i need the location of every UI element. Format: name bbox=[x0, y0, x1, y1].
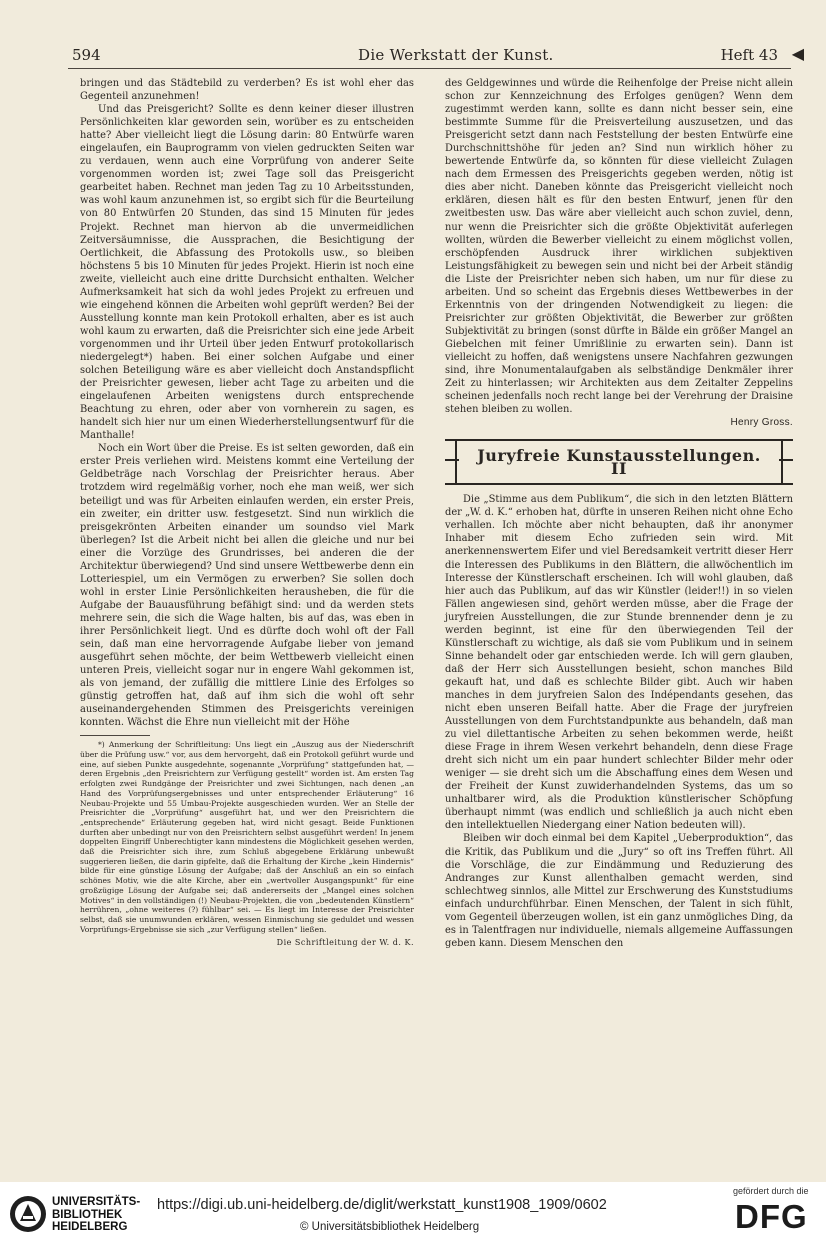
box-rule-right bbox=[781, 441, 783, 483]
right-column bbox=[445, 77, 793, 950]
section-heading-box bbox=[445, 439, 793, 485]
footnote: *) Anmerkung der Schriftleitung: Uns liegt ein „Auszug aus der Niederschrift über die Prüfung usw.“ vor, aus dem hervorgeht, daß ein Protokoll geführt wurde und eine, auf sieben Punkte ausgedehnte, sogenannte „Vorprüfung“ stattgefunden hat, — deren Ergebnis „den Preisrichtern zur Verfügung gestellt“ worden ist. Am ersten Tag erfolgten zwei Rundgänge der Preisrichter und zwei Sichtungen, nach denen „an Hand des Vorprüfungsergebnisses und unter entsprechender Erläuterung“ 16 Neubau-Projekte und 55 Umbau-Projekte ausgeschieden wurden. Wer an Stelle der Preisrichter die „Vorprüfung“ ausgeführt hat, und wer den Preisrichtern die „entsprechende“ Erläuterung gegeben hat, wird nicht gesagt. Beide Funktionen durften aber unbedingt nur von den Preisrichtern selbst ausgeführt werden! In jenem doppelten Eingriff Unberechtigter kann mindestens die Möglichkeit gesehen werden, daß die Preisrichter sich ihre, zum Schluß abgegebene Erklärung unbewußt suggerieren ließen, die darin gipfelte, daß die Erhaltung der Kirche „kein Hindernis“ bilde für eine günstige Lösung der Aufgabe; daß der Anschluß an ein so einfach schönes Motiv, wie die alte Kirche, aber ein „wertvoller Ausgangspunkt“ für eine großzügige Lösung der Aufgabe sei; daß andererseits der „Mangel eines solchen Motives“ in den vollständigen (!) Neubau-Projekten, die von „bedeutenden Künstlern“ herrühren, „ohne weiteres (?) fühlbar“ sei. — Es liegt im Interesse der Preisrichter selbst, daß sie unumwunden erklären, wessen Einmischung sie geduldet und wessen Vorprüfungs-Ergebnisse sie sich „zur Verfügung stellen“ ließen. bbox=[80, 740, 414, 934]
library-name-line-2: BIBLIOTHEK bbox=[52, 1208, 123, 1221]
left-column bbox=[80, 77, 414, 949]
journal-title: Die Werkstatt der Kunst. bbox=[358, 46, 554, 64]
running-header bbox=[58, 44, 808, 66]
left-paragraph-1: bringen und das Städtebild zu verderben? Es ist wohl eher das Gegenteil anzunehmen! bbox=[80, 78, 414, 103]
library-name-line-1: UNIVERSITÄTS- bbox=[52, 1196, 141, 1208]
left-paragraph-2: Und das Preisgericht? Sollte es denn keiner dieser illustren Persönlichkeiten klar geworden sein, worüber es zu entscheiden hatte? Aber vielleicht liegt die Lösung darin: 80 Entwürfe waren eingelaufen, ein Bauprogramm von vielen gedruckten Seiten war zu verdauen, wenn auch eine Vorprüfung von anderer Seite vorgenommen worden ist; zwei Tage soll das Preisgericht gearbeitet haben. Rechnet man jeden Tag zu 10 Arbeitsstunden, was wohl kaum anzunehmen ist, so ergibt sich für die Beurteilung von 80 Entwürfen 20 Stunden, das sind 15 Minuten für jedes Projekt. Rechnet man hiervon ab die unvermeidlichen Zeitversäumnisse, die Aussprachen, die Besichtigung der Oertlichkeit, die Abfassung des Protokolls usw., so bleiben höchstens 5 bis 10 Minuten für jedes Projekt. Hierin ist noch eine zweite, vielleicht auch eine dritte Durchsicht enthalten. Welcher Aufmerksamkeit hat sich da wohl jedes Projekt zu erfreuen und wie eingehend können die Arbeiten wohl geprüft werden? Bei der Ausstellung konnte man kein Protokoll erhalten, aber es ist auch wohl kaum zu erwarten, daß die Preisrichter sich eine jede Arbeit vorgenommen und ihr Urteil über jeden Entwurf protokollarisch niedergelegt*) haben. Bei einer solchen Aufgabe und einer solchen Beteiligung wäre es aber vielleicht doch Anstandspflicht der Preisrichter gewesen, lieber acht Tage zu arbeiten und die eingelaufenen Arbeiten wenigstens durch entsprechende Beachtung zu ehren, oder aber von vornherein zu sagen, es handelt sich hier nur um einen Wiederherstellungsentwurf für die Manthalle! bbox=[80, 104, 414, 442]
footnote-rule bbox=[80, 735, 150, 736]
header-rule bbox=[68, 68, 791, 69]
permalink-url[interactable]: https://digi.ub.uni-heidelberg.de/diglit/werkstatt_kunst1908_1909/0602 bbox=[157, 1197, 607, 1213]
library-name bbox=[52, 1196, 140, 1234]
section-paragraph-1: Die „Stimme aus dem Publikum“, die sich in den letzten Blättern der „W. d. K.“ erhoben hat, dürfte in unseren Reihen nicht ohne Echo verhallen. Ich möchte aber nicht behaupten, daß ihr anonymer Inhaber mit diesem Echo zufrieden sein wird. Mit anerkennenswertem Eifer und viel Beredsamkeit vertritt dieser Herr die Interessen des Publikums in den Blättern, die allwöchentlich im Interesse der Künstlerschaft erscheinen. Ich will wohl glauben, daß hier auch das Publikum, auf das wir Künstler (leider!!) in so vielen Fällen angewiesen sind, gehört werden müsse, aber die Frage der juryfreien Ausstellungen, die zur Stunde brennender denn je zu werden beginnt, ist eine für den überwiegenden Teil der Künstlerschaft zu wichtige, als daß sie vom Publikum und in seinem Sinne behandelt oder gar entschieden werde. Ich will gern glauben, daß der Herr sich Ausstellungen besieht, schon manches Bild gekauft hat, und daß es schlechte Bilder gibt. Auch wir haben manches in dem juryfreien Salon des Indépendants gesehen, das nicht eben unseren Beifall hatte. Aber die Frage der juryfreien Ausstellungen von dem Furchtstandpunkte aus behandeln, daß man zu viel dilettantische Arbeiten zu sehen bekommen werde, heißt diese Frage in ihrem Wesen verkehrt behandeln, denn diese Frage dreht sich nicht um ein paar hundert schlechter Bilder mehr oder weniger — sie dreht sich um die Abschaffung eines dem Wesen und der Freiheit der Kunst zuwiderhandelnden Systems, das um so unhaltbarer wird, als die Produktion künstlerischer Schöpfung überhaupt nimmt (was endlich und schließlich ja auch nicht eben den intellektuellen Niedergang einer Nation bedeuten will). bbox=[445, 494, 793, 832]
page-marker-icon: ◀ bbox=[791, 44, 804, 63]
copyright-notice: © Universitätsbibliothek Heidelberg bbox=[300, 1221, 480, 1233]
right-paragraph-1: des Geldgewinnes und würde die Reihenfolge der Preise nicht allein schon zur Kennzeichnung des Erfolges genügen? Wenn dem zugestimmt werden kann, sollte es dann nicht besser sein, eine bestimmte Summe für die Preisverteilung auszusetzen, und das Preisgericht setzt dann nach Feststellung der besten Entwürfe eine Durchschnittshöhe für jeden an? Sind nun wirklich höher zu bewertende Entwürfe da, so könnten für diese vielleicht Zulagen nach dem Ermessen des Preisgerichts gegeben werden, nötig ist dies aber nicht. Daneben könnte das Preisgericht vielleicht noch erklären, diesen hält es für den besten Entwurf, jenen für den zweitbesten usw. Das wäre aber vielleicht auch schon zuviel, denn, nur wenn die Preisrichter sich die größte Objektivität auferlegen wollten, würden die Bewerber vielleicht zu einem möglichst vollen, erschöpfenden Ausdruck ihrer wirklichen subjektiven Leistungsfähigkeit zu bewegen sein und nicht bei der Arbeit ständig die Liste der Preisrichter neben sich haben, um nur für diese zu arbeiten. Und so scheint das Ergebnis dieses Wettbewerbes in der Erkenntnis von der dringenden Notwendigkeit zu liegen: die Preisrichter zur größten Objektivität, die Bewerber zur größten Subjektivität zu bringen (sonst dürfte in Bälde ein größer Mangel an Giebelchen mit feiner Umrißlinie zu erwarten sein). Dann ist vielleicht zu hoffen, daß wenigstens unsere Nachfahren gezwungen sind, ihre Monumentalaufgaben als selbständige Denkmäler ihrer Zeit zu hinterlassen; wir Architekten aus dem Zeitalter Zeppelins scheinen jedenfalls noch recht lange bei der Verehrung der Draisine stehen bleiben zu wollen. bbox=[445, 78, 793, 416]
section-paragraph-2: Bleiben wir doch einmal bei dem Kapitel „Ueberproduktion“, das die Kritik, das Publikum und die „Jury“ so oft ins Treffen führt. All die Vorschläge, die zur Eindämmung und Reduzierung des Andranges zur Kunst allenthalben gemacht werden, sind schlechtweg sinnlos, alle Mittel zur Erschwerung des Kunststudiums einfach undurchführbar. Einen Menschen, der Talent in sich fühlt, vom Gegenteil überzeugen wollen, ist ein ganz unmögliches Ding, da es in Talentfragen nur individuelle, niemals allgemeine Auffassungen geben kann. Diesem Menschen den bbox=[445, 833, 793, 949]
box-rule-left bbox=[455, 441, 457, 483]
author-signature: Henry Gross. bbox=[730, 417, 793, 429]
dfg-logo: DFG bbox=[735, 1198, 808, 1235]
footnote-signature: Die Schriftleitung der W. d. K. bbox=[276, 938, 414, 948]
box-tick-left bbox=[445, 459, 459, 461]
library-name-line-3: HEIDELBERG bbox=[52, 1221, 128, 1233]
university-seal-icon bbox=[8, 1194, 48, 1234]
digitization-footer bbox=[0, 1182, 826, 1245]
page-number: 594 bbox=[72, 46, 101, 64]
left-paragraph-3: Noch ein Wort über die Preise. Es ist selten geworden, daß ein erster Preis verliehen wird. Meistens kommt eine Verteilung der Geldbeträge nach Vorschlag der Preisrichter heraus. Aber trotzdem wird regelmäßig vorher, noch ehe man weiß, wer sich beteiligt und was für Arbeiten einlaufen werden, ein erster Preis, ein zweiter, ein dritter usw. festgesetzt. Sind nun wirklich die preisgekrönten Arbeiten einander um soundso viel Mark überlegen? Ist die Arbeit nicht bei allen die gleiche und nur bei einer die Vorzüge des Grundrisses, bei anderen die der Architektur überwiegend? Und sind unsere Wettbewerbe denn ein Lotteriespiel, um ein Vermögen zu erwerben? Sie sollen doch wohl in erster Linie Persönlichkeiten herausheben, die für die Aufgabe der Bauausführung befähigt sind: und da werden stets mehrere sein, die sich die Wage halten, bis auf das, was eben in ihrer Persönlichkeit liegt. Und es dürfte doch wohl oft der Fall sein, daß man eine hervorragende Aufgabe lieber von jemand ausgeführt sehen möchte, der beim Wettbewerb vielleicht einen unteren Preis, vielleicht sogar nur in engere Wahl gekommen ist, als von jemand, der zufällig die mittlere Linie des Erfolges so günstig getroffen hat, daß auf ihm sich die wohl oft sehr auseinandergehenden Stimmen des Preisgerichts vereinigen konnten. Wächst die Ehre nun vielleicht mit der Höhe bbox=[80, 443, 414, 729]
funding-caption: gefördert durch die bbox=[733, 1186, 809, 1196]
box-tick-right bbox=[779, 459, 793, 461]
issue-label: Heft 43 bbox=[720, 46, 778, 64]
section-heading: Juryfreie Kunstausstellungen. II bbox=[477, 446, 761, 479]
